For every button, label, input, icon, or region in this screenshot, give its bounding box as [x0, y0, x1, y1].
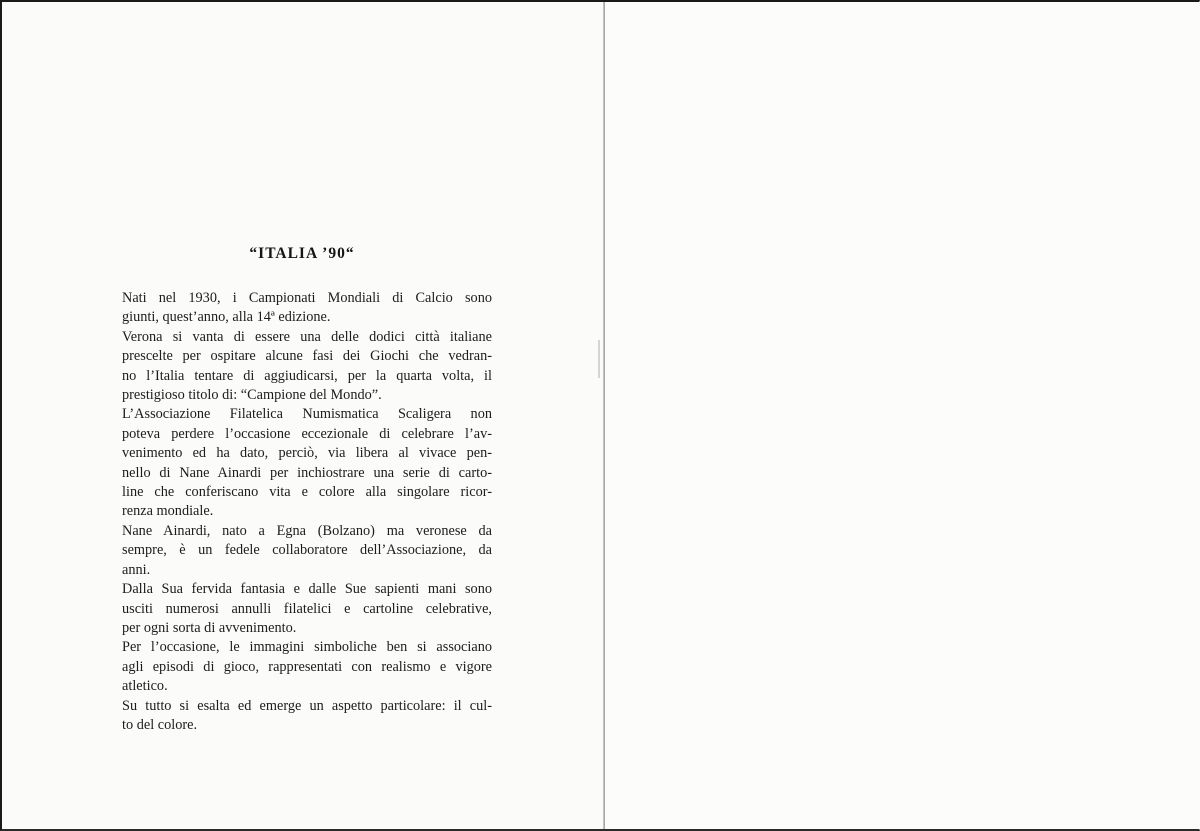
text-line: Nane Ainardi, nato a Egna (Bolzano) ma veronese da	[122, 522, 492, 539]
text-line: poteva perdere l’occasione eccezionale di celebrare l’av-	[122, 425, 492, 442]
body-text	[122, 289, 492, 735]
document-title: “ITALIA ’90“	[249, 245, 355, 262]
text-line: line che conferiscano vita e colore alla singolare ricor-	[122, 484, 492, 501]
text-line: renza mondiale.	[122, 503, 214, 520]
text-line: prescelte per ospitare alcune fasi dei Giochi che vedran-	[122, 348, 492, 365]
text-line: Nati nel 1930, i Campionati Mondiali di Calcio sono	[122, 290, 492, 306]
text-line: to del colore.	[122, 716, 198, 733]
text-line: Su tutto si esalta ed emerge un aspetto particolare: il cul-	[122, 697, 492, 714]
fold-crease-mark	[598, 340, 600, 378]
text-line: giunti, quest’anno, alla 14ª edizione.	[122, 309, 331, 326]
left-page	[2, 2, 603, 829]
text-line: anni.	[122, 561, 151, 578]
text-line: per ogni sorta di avvenimento.	[122, 619, 297, 636]
text-line: no l’Italia tentare di aggiudicarsi, per la quarta volta, il	[122, 367, 492, 384]
text-line: L’Associazione Filatelica Numismatica Scaligera non	[122, 406, 492, 423]
text-line: atletico.	[122, 678, 168, 695]
text-line: venimento ed ha dato, perciò, via libera al vivace pen-	[122, 445, 492, 462]
text-line: Verona si vanta di essere una delle dodici città italiane	[122, 328, 492, 345]
text-line: sempre, è un fedele collaboratore dell’Associazione, da	[122, 542, 492, 559]
text-line: usciti numerosi annulli filatelici e cartoline celebrative,	[122, 600, 492, 617]
text-line: prestigioso titolo di: “Campione del Mondo”.	[122, 387, 382, 404]
text-line: Per l’occasione, le immagini simboliche ben si associano	[122, 639, 492, 656]
text-line: agli episodi di gioco, rappresentati con realismo e vigore	[122, 658, 492, 675]
text-line: nello di Nane Ainardi per inchiostrare una serie di carto-	[122, 464, 492, 481]
right-page-blank	[605, 2, 1200, 829]
text-line: Dalla Sua fervida fantasia e dalle Sue sapienti mani sono	[122, 581, 492, 598]
